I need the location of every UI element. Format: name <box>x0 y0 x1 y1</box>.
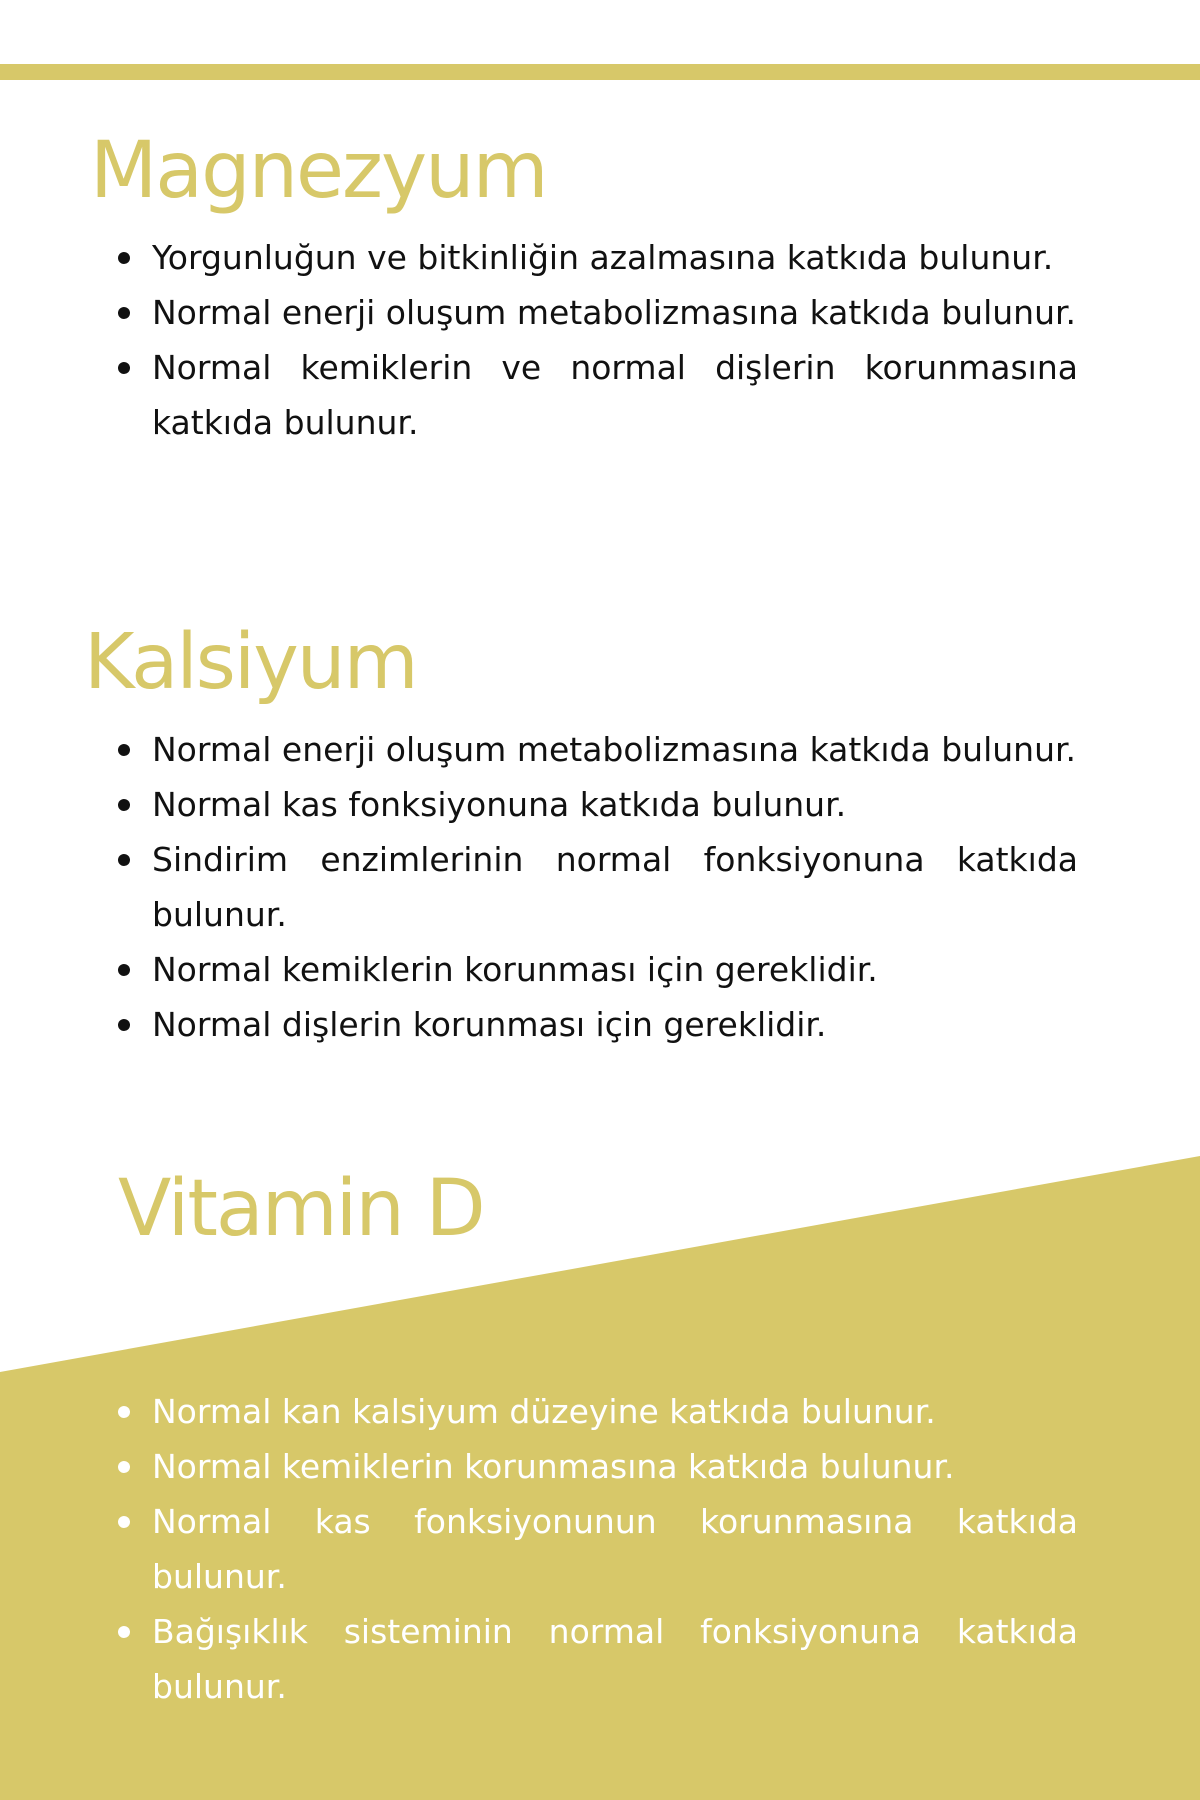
magnezyum-benefit-list <box>118 230 1078 450</box>
bullet-icon <box>118 1626 130 1638</box>
bullet-icon <box>118 1406 130 1418</box>
bullet-icon <box>118 1019 130 1031</box>
section-title-vitamin-d: Vitamin D <box>118 1164 484 1254</box>
list-item <box>118 1494 1078 1604</box>
list-item <box>118 1384 1078 1439</box>
list-item <box>118 1604 1078 1714</box>
list-item-text: Normal kemiklerin korunması için gereklidir. <box>152 950 878 989</box>
list-item-text: Normal kan kalsiyum düzeyine katkıda bulunur. <box>152 1392 936 1431</box>
list-item <box>118 832 1078 942</box>
list-item <box>118 942 1078 997</box>
list-item-text: Normal enerji oluşum metabolizmasına katkıda bulunur. <box>152 293 1077 332</box>
kalsiyum-benefit-list <box>118 722 1078 1052</box>
list-item <box>118 230 1078 285</box>
bullet-icon <box>118 362 130 374</box>
list-item <box>118 722 1078 777</box>
bullet-icon <box>118 252 130 264</box>
list-item-text: Bağışıklık sisteminin normal fonksiyonuna katkıda bulunur. <box>152 1612 1078 1706</box>
list-item-text: Normal kemiklerin ve normal dişlerin korunmasına katkıda bulunur. <box>152 348 1078 442</box>
list-item <box>118 340 1078 450</box>
bullet-icon <box>118 307 130 319</box>
bullet-icon <box>118 799 130 811</box>
bullet-icon <box>118 854 130 866</box>
list-item-text: Normal dişlerin korunması için gereklidir. <box>152 1005 827 1044</box>
section-title-kalsiyum: Kalsiyum <box>84 618 417 707</box>
bullet-icon <box>118 964 130 976</box>
list-item <box>118 285 1078 340</box>
list-item <box>118 1439 1078 1494</box>
list-item-text: Normal kemiklerin korunmasına katkıda bulunur. <box>152 1447 955 1486</box>
list-item-text: Normal kas fonksiyonuna katkıda bulunur. <box>152 785 847 824</box>
list-item-text: Normal enerji oluşum metabolizmasına katkıda bulunur. <box>152 730 1077 769</box>
vitamin-d-benefit-list <box>118 1384 1078 1714</box>
section-title-magnezyum: Magnezyum <box>90 126 547 216</box>
list-item <box>118 777 1078 832</box>
bullet-icon <box>118 744 130 756</box>
list-item-text: Sindirim enzimlerinin normal fonksiyonuna katkıda bulunur. <box>152 840 1078 934</box>
list-item-text: Normal kas fonksiyonunun korunmasına katkıda bulunur. <box>152 1502 1078 1596</box>
bullet-icon <box>118 1461 130 1473</box>
list-item-text: Yorgunluğun ve bitkinliğin azalmasına katkıda bulunur. <box>152 238 1054 277</box>
list-item <box>118 997 1078 1052</box>
bullet-icon <box>118 1516 130 1528</box>
